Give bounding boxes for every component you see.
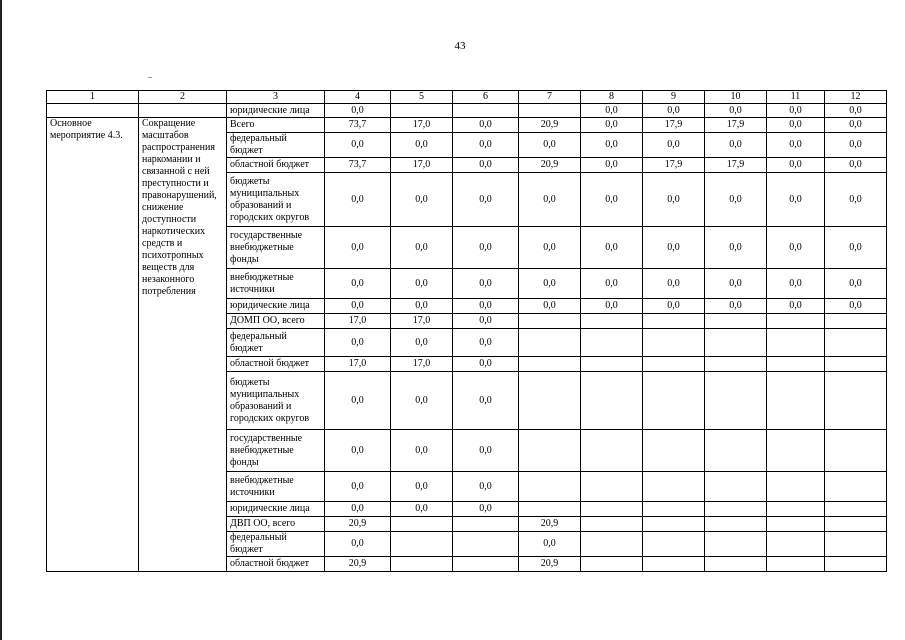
value-cell: 0,0: [643, 227, 705, 269]
funding-source-label: областной бюджет: [227, 357, 325, 372]
value-cell: 17,0: [391, 357, 453, 372]
value-cell: 0,0: [825, 173, 887, 227]
value-cell: 0,0: [325, 372, 391, 430]
header-cell: 6: [453, 91, 519, 104]
value-cell: 0,0: [519, 532, 581, 557]
value-cell: 0,0: [325, 532, 391, 557]
value-cell: 0,0: [643, 104, 705, 118]
header-cell: 9: [643, 91, 705, 104]
value-cell: 0,0: [643, 269, 705, 299]
value-cell: [581, 430, 643, 472]
value-cell: [767, 314, 825, 329]
value-cell: [705, 357, 767, 372]
value-cell: 0,0: [705, 227, 767, 269]
value-cell: 17,0: [391, 314, 453, 329]
value-cell: 0,0: [453, 269, 519, 299]
value-cell: 0,0: [581, 173, 643, 227]
funding-source-label: бюджеты муниципальных образований и городских округов: [227, 372, 325, 430]
value-cell: 0,0: [391, 227, 453, 269]
value-cell: 0,0: [767, 269, 825, 299]
value-cell: 0,0: [391, 329, 453, 357]
value-cell: 0,0: [325, 173, 391, 227]
value-cell: [825, 472, 887, 502]
value-cell: [643, 502, 705, 517]
value-cell: 0,0: [391, 299, 453, 314]
value-cell: [825, 532, 887, 557]
value-cell: [391, 557, 453, 572]
value-cell: [767, 532, 825, 557]
value-cell: 0,0: [391, 430, 453, 472]
value-cell: [643, 532, 705, 557]
value-cell: [705, 517, 767, 532]
value-cell: 0,0: [453, 133, 519, 158]
value-cell: [705, 430, 767, 472]
value-cell: 0,0: [391, 372, 453, 430]
funding-source-label: государственные внебюджетные фонды: [227, 227, 325, 269]
header-cell: 2: [139, 91, 227, 104]
value-cell: 0,0: [453, 173, 519, 227]
header-cell: 5: [391, 91, 453, 104]
funding-source-label: государственные внебюджетные фонды: [227, 430, 325, 472]
value-cell: [581, 532, 643, 557]
value-cell: 17,0: [325, 357, 391, 372]
value-cell: [581, 557, 643, 572]
funding-source-label: федеральный бюджет: [227, 133, 325, 158]
value-cell: 0,0: [581, 269, 643, 299]
value-cell: [519, 104, 581, 118]
page-number: 43: [454, 40, 466, 52]
value-cell: 0,0: [453, 158, 519, 173]
value-cell: 0,0: [453, 299, 519, 314]
value-cell: 0,0: [391, 133, 453, 158]
value-cell: [825, 329, 887, 357]
event-cell-empty: [47, 104, 139, 118]
value-cell: 0,0: [581, 299, 643, 314]
value-cell: 0,0: [519, 173, 581, 227]
value-cell: [453, 532, 519, 557]
header-row: [47, 91, 887, 104]
value-cell: [519, 357, 581, 372]
header-cell: 7: [519, 91, 581, 104]
value-cell: 0,0: [643, 173, 705, 227]
value-cell: 0,0: [767, 118, 825, 133]
value-cell: 0,0: [767, 173, 825, 227]
value-cell: 0,0: [767, 227, 825, 269]
value-cell: 0,0: [643, 133, 705, 158]
funding-source-label: областной бюджет: [227, 557, 325, 572]
funding-source-label: внебюджетные источники: [227, 472, 325, 502]
funding-source-label: федеральный бюджет: [227, 532, 325, 557]
header-cell: 10: [705, 91, 767, 104]
value-cell: 20,9: [519, 517, 581, 532]
value-cell: 0,0: [825, 118, 887, 133]
value-cell: [391, 517, 453, 532]
funding-source-label: внебюджетные источники: [227, 269, 325, 299]
table-row: [47, 118, 887, 133]
value-cell: 0,0: [581, 133, 643, 158]
value-cell: [705, 372, 767, 430]
value-cell: 0,0: [519, 227, 581, 269]
funding-source-label: юридические лица: [227, 299, 325, 314]
value-cell: 0,0: [643, 299, 705, 314]
value-cell: 0,0: [325, 133, 391, 158]
value-cell: 17,9: [643, 158, 705, 173]
value-cell: 20,9: [519, 158, 581, 173]
value-cell: 0,0: [325, 430, 391, 472]
value-cell: [581, 472, 643, 502]
value-cell: 0,0: [453, 372, 519, 430]
value-cell: [519, 372, 581, 430]
funding-source-label: Всего: [227, 118, 325, 133]
header-cell: 12: [825, 91, 887, 104]
scan-mark: [148, 77, 152, 78]
value-cell: [643, 557, 705, 572]
value-cell: 17,9: [643, 118, 705, 133]
value-cell: [825, 314, 887, 329]
value-cell: [825, 430, 887, 472]
value-cell: [643, 357, 705, 372]
value-cell: 0,0: [325, 227, 391, 269]
value-cell: 17,9: [705, 158, 767, 173]
value-cell: [825, 517, 887, 532]
value-cell: 0,0: [325, 329, 391, 357]
value-cell: 17,0: [325, 314, 391, 329]
value-cell: [825, 502, 887, 517]
value-cell: [519, 502, 581, 517]
value-cell: 0,0: [705, 133, 767, 158]
value-cell: 0,0: [825, 158, 887, 173]
value-cell: 0,0: [453, 502, 519, 517]
value-cell: [825, 372, 887, 430]
value-cell: 20,9: [519, 118, 581, 133]
value-cell: [391, 104, 453, 118]
value-cell: [453, 557, 519, 572]
value-cell: 0,0: [453, 118, 519, 133]
value-cell: 0,0: [767, 299, 825, 314]
value-cell: [767, 430, 825, 472]
funding-source-label: федеральный бюджет: [227, 329, 325, 357]
value-cell: 0,0: [325, 502, 391, 517]
value-cell: 0,0: [453, 472, 519, 502]
value-cell: [705, 532, 767, 557]
measure-cell-empty: [139, 104, 227, 118]
value-cell: 0,0: [581, 104, 643, 118]
value-cell: [581, 502, 643, 517]
value-cell: 0,0: [325, 104, 391, 118]
value-cell: 20,9: [325, 557, 391, 572]
value-cell: [581, 372, 643, 430]
event-title: Основное мероприятие 4.3.: [47, 118, 139, 572]
value-cell: [767, 517, 825, 532]
value-cell: 20,9: [519, 557, 581, 572]
value-cell: [705, 314, 767, 329]
value-cell: [581, 517, 643, 532]
value-cell: 0,0: [581, 118, 643, 133]
budget-table: [46, 90, 887, 572]
value-cell: [767, 372, 825, 430]
value-cell: 0,0: [825, 104, 887, 118]
value-cell: 73,7: [325, 158, 391, 173]
value-cell: 0,0: [391, 502, 453, 517]
value-cell: 0,0: [767, 158, 825, 173]
value-cell: [767, 557, 825, 572]
value-cell: [643, 372, 705, 430]
value-cell: 0,0: [825, 227, 887, 269]
value-cell: 0,0: [705, 299, 767, 314]
value-cell: [767, 472, 825, 502]
header-cell: 3: [227, 91, 325, 104]
value-cell: 0,0: [825, 299, 887, 314]
page-left-edge: [0, 0, 2, 640]
funding-source-label: ДВП ОО, всего: [227, 517, 325, 532]
value-cell: [643, 430, 705, 472]
funding-source-label: ДОМП ОО, всего: [227, 314, 325, 329]
value-cell: [825, 357, 887, 372]
funding-source-label: юридические лица: [227, 104, 325, 118]
value-cell: [581, 314, 643, 329]
value-cell: [581, 357, 643, 372]
value-cell: 0,0: [391, 269, 453, 299]
value-cell: 0,0: [705, 269, 767, 299]
value-cell: [453, 104, 519, 118]
table-row: [47, 104, 887, 118]
event-description: Сокращение масштабов распространения наркомании и связанной с ней преступности и правонарушений, снижение доступности наркотических средств и психотропных веществ для незаконного потребления: [139, 118, 227, 572]
value-cell: 0,0: [519, 133, 581, 158]
header-cell: 11: [767, 91, 825, 104]
value-cell: [767, 357, 825, 372]
value-cell: 0,0: [825, 269, 887, 299]
value-cell: 17,9: [705, 118, 767, 133]
value-cell: [825, 557, 887, 572]
value-cell: [643, 329, 705, 357]
header-cell: 8: [581, 91, 643, 104]
header-cell: 4: [325, 91, 391, 104]
value-cell: [643, 472, 705, 502]
value-cell: [519, 314, 581, 329]
value-cell: 0,0: [325, 472, 391, 502]
value-cell: 0,0: [453, 314, 519, 329]
value-cell: 0,0: [391, 472, 453, 502]
value-cell: 0,0: [453, 430, 519, 472]
value-cell: 0,0: [453, 357, 519, 372]
value-cell: 0,0: [453, 329, 519, 357]
value-cell: [705, 329, 767, 357]
value-cell: [391, 532, 453, 557]
value-cell: 0,0: [767, 133, 825, 158]
value-cell: 0,0: [391, 173, 453, 227]
funding-source-label: областной бюджет: [227, 158, 325, 173]
value-cell: 0,0: [325, 299, 391, 314]
value-cell: [705, 472, 767, 502]
value-cell: 0,0: [825, 133, 887, 158]
value-cell: 17,0: [391, 118, 453, 133]
value-cell: [581, 329, 643, 357]
value-cell: [767, 329, 825, 357]
value-cell: [767, 502, 825, 517]
value-cell: 0,0: [581, 158, 643, 173]
value-cell: 0,0: [519, 299, 581, 314]
value-cell: 73,7: [325, 118, 391, 133]
value-cell: 0,0: [453, 227, 519, 269]
value-cell: 0,0: [581, 227, 643, 269]
value-cell: 0,0: [767, 104, 825, 118]
value-cell: [643, 517, 705, 532]
value-cell: [705, 502, 767, 517]
value-cell: [643, 314, 705, 329]
value-cell: [519, 472, 581, 502]
value-cell: [519, 430, 581, 472]
value-cell: 17,0: [391, 158, 453, 173]
value-cell: 0,0: [705, 104, 767, 118]
value-cell: 0,0: [705, 173, 767, 227]
header-cell: 1: [47, 91, 139, 104]
funding-source-label: бюджеты муниципальных образований и городских округов: [227, 173, 325, 227]
value-cell: 20,9: [325, 517, 391, 532]
value-cell: 0,0: [519, 269, 581, 299]
value-cell: [453, 517, 519, 532]
value-cell: [519, 329, 581, 357]
funding-source-label: юридические лица: [227, 502, 325, 517]
value-cell: [705, 557, 767, 572]
value-cell: 0,0: [325, 269, 391, 299]
